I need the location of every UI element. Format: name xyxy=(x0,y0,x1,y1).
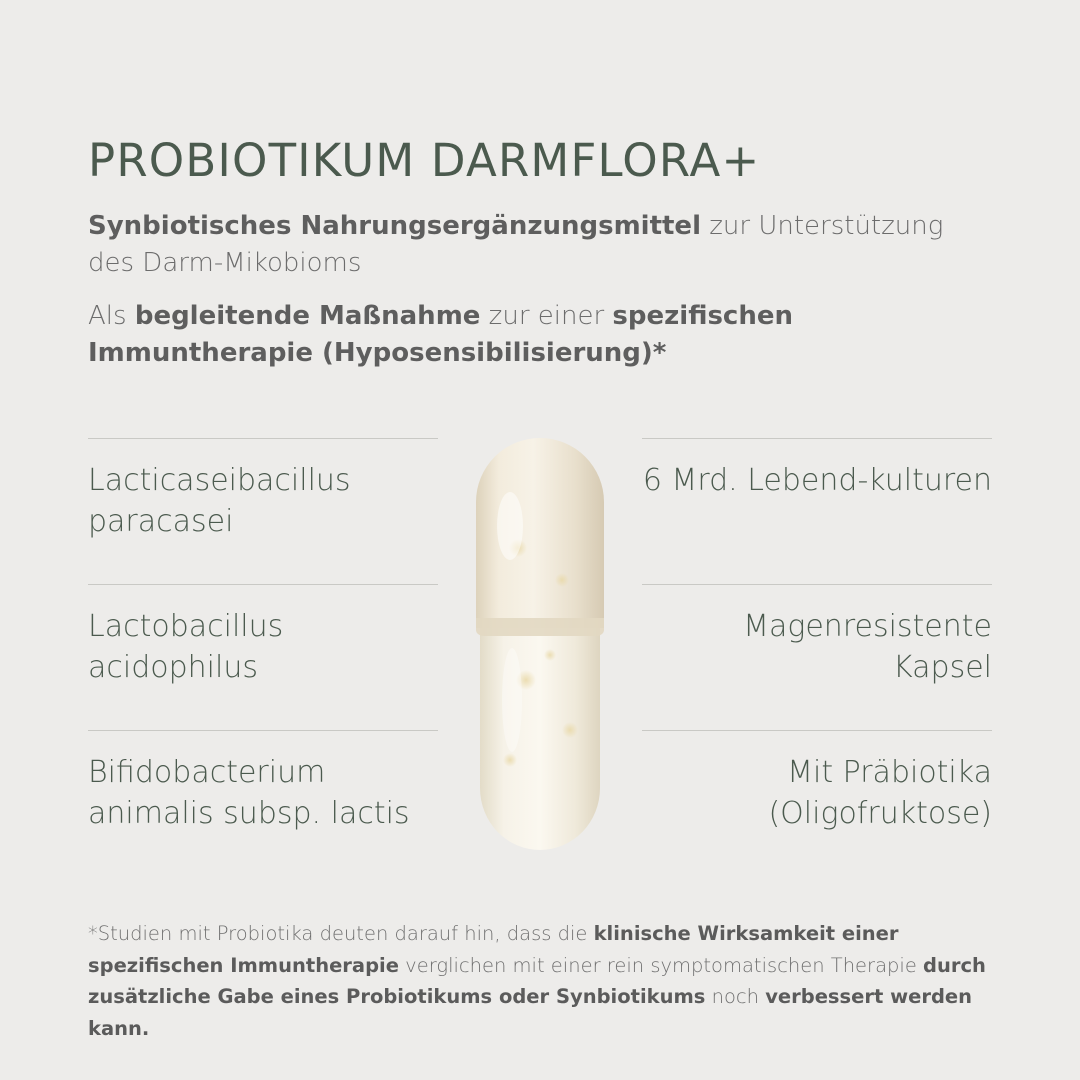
capsule-illustration xyxy=(466,430,614,860)
intro-line-2-b: zur einer xyxy=(480,300,613,331)
feature-item-benefit-1: 6 Mrd. Lebend-kulturen xyxy=(642,438,992,542)
footnote-part-2: verglichen mit einer rein symptomatischen Therapie xyxy=(398,953,924,977)
intro-line-1-rest: zur Unterstützung des Darm-Mikobioms xyxy=(88,211,944,278)
footnote-part-1: *Studien mit Probiotika deuten darauf hin, dass die xyxy=(88,922,594,945)
footnote-part-3: noch xyxy=(705,985,766,1009)
feature-item-benefit-3: Mit Präbiotika (Oligofruktose) xyxy=(642,730,992,834)
footnote-text xyxy=(88,918,1004,1044)
feature-item-strain-2: Lactobacillus acidophilus xyxy=(88,584,438,688)
feature-item-strain-1: Lacticaseibacillus paracasei xyxy=(88,438,438,542)
feature-item-benefit-2: Magenresistente Kapsel xyxy=(642,584,992,688)
page-title: PROBIOTIKUM DARMFLORA+ xyxy=(88,134,761,188)
intro-text-block xyxy=(88,208,948,388)
footnote-bold-1: klinische Wirksamkeit einer spezifischen Immuntherapie xyxy=(88,922,899,977)
intro-line-1 xyxy=(88,208,948,282)
intro-line-2-strong-2: spezifischen Immuntherapie (Hyposensibilisierung)* xyxy=(88,300,793,368)
intro-line-2-a: Als xyxy=(88,300,135,331)
footnote-bold-2: durch zusätzliche Gabe eines Probiotikums oder Synbiotikums xyxy=(88,953,986,1009)
capsule-image xyxy=(466,430,614,860)
intro-line-1-strong: Synbiotisches Nahrungsergänzungsmittel xyxy=(88,211,701,241)
feature-item-strain-3: Bifidobacterium animalis subsp. lactis xyxy=(88,730,438,834)
intro-line-2 xyxy=(88,298,948,372)
footnote-bold-3: verbessert werden kann. xyxy=(88,985,973,1040)
intro-line-2-strong-1: begleitende Maßnahme xyxy=(134,300,481,331)
